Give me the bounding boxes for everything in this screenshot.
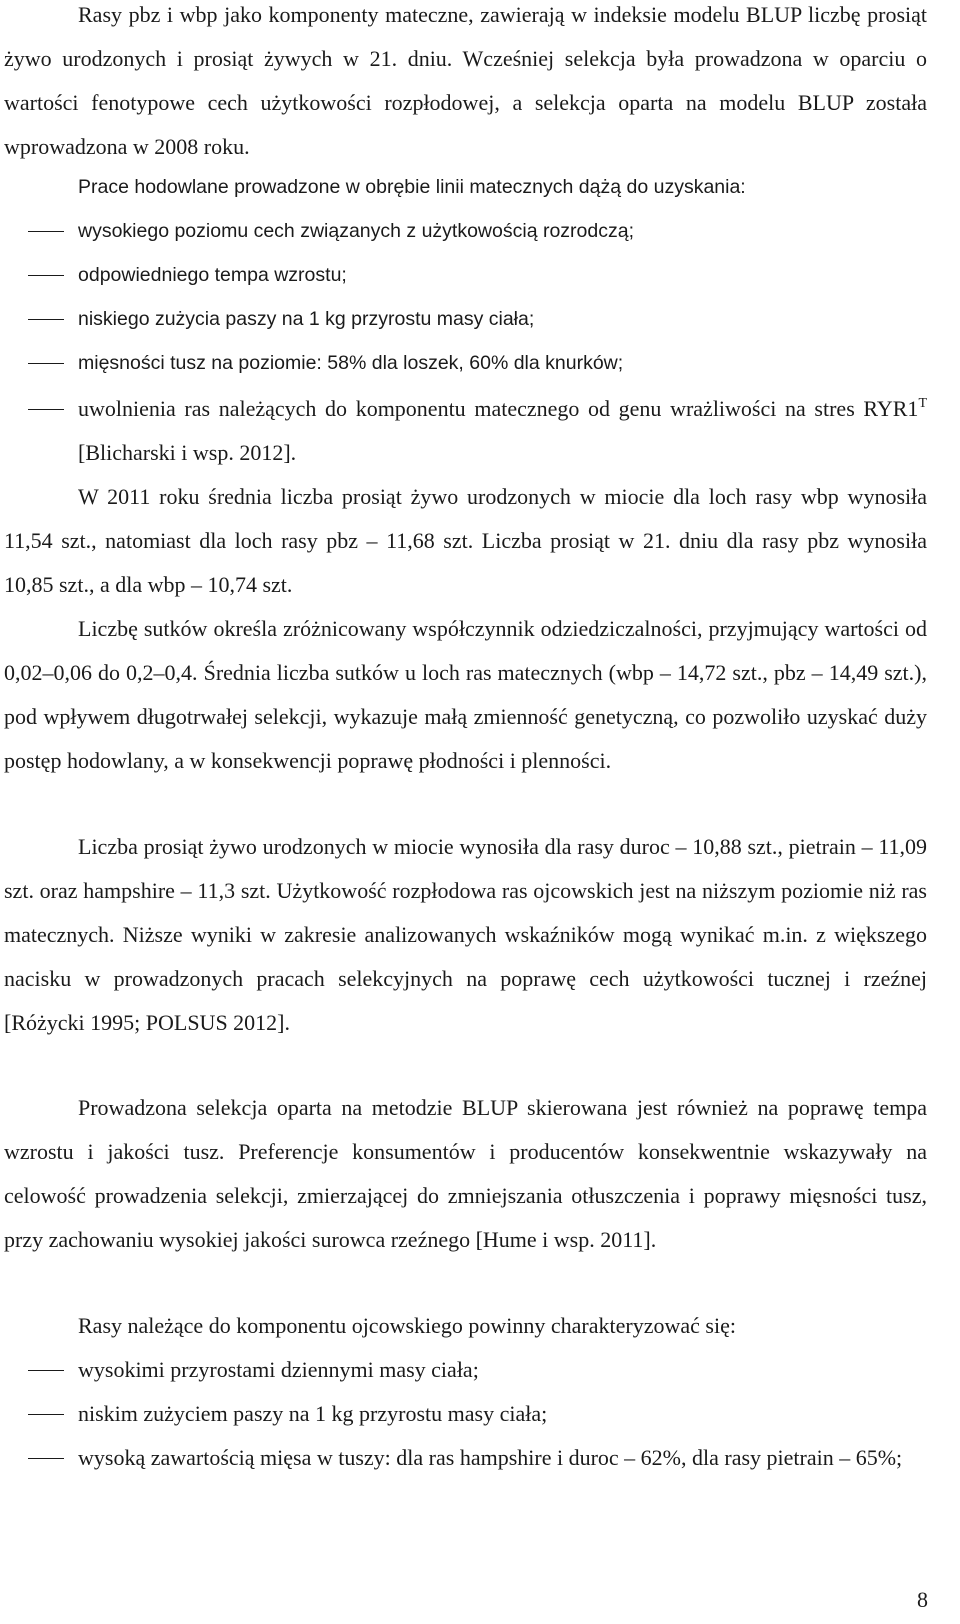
list-item: wysokiego poziomu cech związanych z użytkowością rozrodczą; <box>4 209 927 253</box>
list-item: wysokimi przyrostami dziennymi masy ciała; <box>4 1348 927 1392</box>
list-item: mięsności tusz na poziomie: 58% dla loszek, 60% dla knurków; <box>4 341 927 385</box>
dash-bullet <box>28 1414 64 1415</box>
superscript: T <box>918 396 927 411</box>
paragraph-paternal-breeds-litter: Liczba prosiąt żywo urodzonych w miocie wynosiła dla rasy duroc – 10,88 szt., pietrain – 11,09 szt. oraz hampshire – 11,3 szt. Użytkowość rozpłodowa ras ojcowskich jest na niższym poziomie niż ras matecznych. Niższe wyniki w zakresie analizowanych wskaźników mogą wynikać m.in. z większego nacisku w prowadzonych pracach selekcyjnych na poprawę cech użytkowości tucznej i rzeźnej [Różycki 1995; POLSUS 2012]. <box>4 834 927 1035</box>
paragraph-blup-selection: Prowadzona selekcja oparta na metodzie BLUP skierowana jest również na poprawę tempa wzrostu i jakości tusz. Preferencje konsumentów i producentów konsekwentnie wskazywały na celowość prowadzenia selekcji, zmierzającej do zmniejszania otłuszczenia i poprawy mięsności tusz, przy zachowaniu wysokiej jakości surowca rzeźnego [Hume i wsp. 2011]. <box>4 1095 927 1252</box>
list-item: niskiego zużycia paszy na 1 kg przyrostu masy ciała; <box>4 297 927 341</box>
dash-bullet <box>28 409 64 410</box>
paragraph-paternal-traits-intro: Rasy należące do komponentu ojcowskiego powinny charakteryzować się: <box>78 1313 736 1338</box>
paragraph-litter-size-2011: W 2011 roku średnia liczba prosiąt żywo urodzonych w miocie dla loch rasy wbp wynosiła 11,54 szt., natomiast dla loch rasy pbz – 11,68 szt. Liczba prosiąt w 21. dniu dla rasy pbz wynosiła 10,85 szt., a dla wbp – 10,74 szt. <box>4 484 927 597</box>
dash-bullet <box>28 319 64 320</box>
dash-bullet <box>28 1458 64 1459</box>
list-item: odpowiedniego tempa wzrostu; <box>4 253 927 297</box>
list-item: wysoką zawartością mięsa w tuszy: dla ras hampshire i duroc – 62%, dla rasy pietrain – 65%; <box>4 1436 927 1480</box>
page-number: 8 <box>917 1587 928 1612</box>
list-item: niskim zużyciem paszy na 1 kg przyrostu masy ciała; <box>4 1392 927 1436</box>
paragraph-breeding-goals-intro: Prace hodowlane prowadzone w obrębie linii matecznych dążą do uzyskania: <box>78 176 746 198</box>
paragraph-maternal-breeds: Rasy pbz i wbp jako komponenty mateczne, zawierają w indeksie modelu BLUP liczbę prosiąt żywo urodzonych i prosiąt żywych w 21. dniu. Wcześniej selekcja była prowadzona w oparciu o wartości fenotypowe cech użytkowości rozpłodowej, a selekcja oparta na modelu BLUP została wprowadzona w 2008 roku. <box>4 2 927 159</box>
dash-bullet <box>28 275 64 276</box>
ryr1-list-text: uwolnienia ras należących do komponentu matecznego od genu wrażliwości na stres $RYR1^T$ [Blicharski i wsp. 2012]. <box>78 396 927 465</box>
paragraph-teat-number: Liczbę sutków określa zróżnicowany współczynnik odziedziczalności, przyjmujący wartości od 0,02–0,06 do 0,2–0,4. Średnia liczba sutków u loch ras matecznych (wbp – 14,72 szt., pbz – 14,49 szt.), pod wpływem długotrwałej selekcji, wykazuje małą zmienność genetyczną, co pozwoliło uzyskać duży postęp hodowlany, a w konsekwencji poprawę płodności i plenności. <box>4 616 927 773</box>
list-item <box>4 387 927 475</box>
dash-bullet <box>28 1370 64 1371</box>
dash-bullet <box>28 231 64 232</box>
dash-bullet <box>28 363 64 364</box>
